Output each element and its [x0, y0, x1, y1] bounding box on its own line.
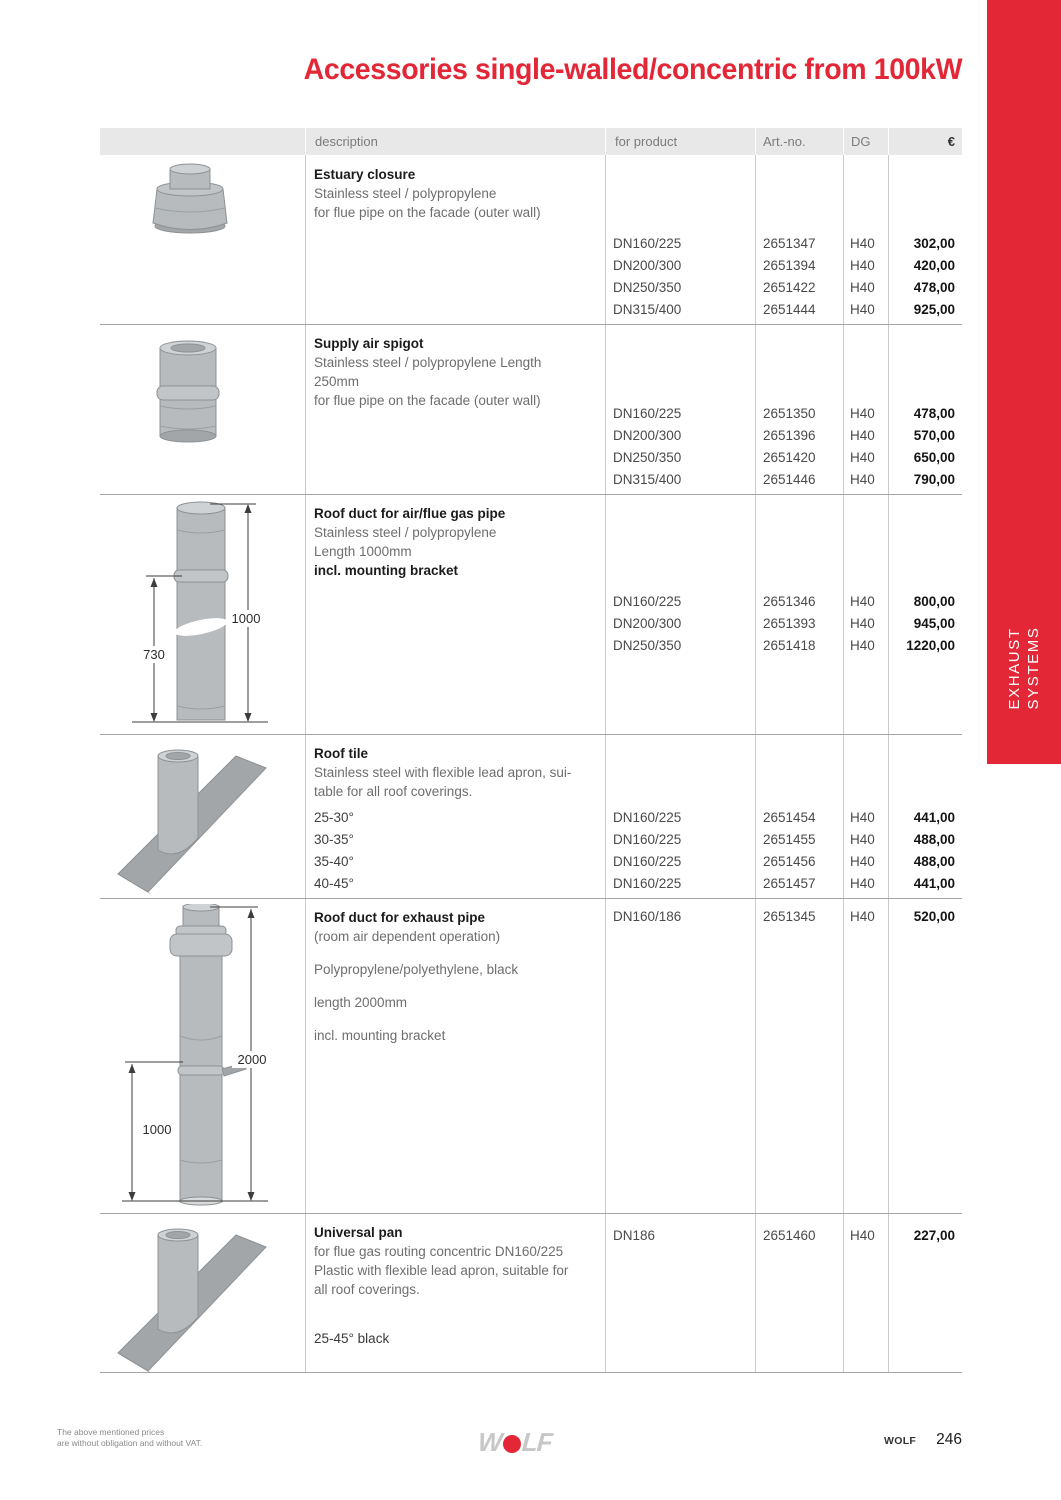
table-header-description: description	[306, 128, 605, 155]
variant-product: DN160/225	[613, 876, 682, 891]
variant-dg: H40	[850, 236, 875, 251]
variant-dg: H40	[850, 1228, 875, 1243]
product-desc-line: Stainless steel / polypropylene	[314, 525, 497, 540]
variant-price: 227,00	[913, 1228, 955, 1243]
variant-product: DN160/225	[613, 810, 682, 825]
product-name: Roof tile	[314, 746, 368, 761]
product-row-roof-duct-air-flue	[100, 494, 962, 734]
variant-list	[305, 807, 962, 895]
dimension-label-partial: 1000	[142, 1122, 172, 1137]
variant-artno: 2651394	[763, 258, 816, 273]
wolf-logo-letter-w: W	[476, 1427, 503, 1457]
variant-row	[305, 829, 962, 851]
product-name: Universal pan	[314, 1225, 403, 1240]
product-image-universal-pan	[114, 1221, 286, 1373]
variant-artno: 2651350	[763, 406, 816, 421]
variant-price: 800,00	[913, 594, 955, 609]
price-table	[100, 128, 962, 1373]
product-desc-line: 250mm	[314, 374, 360, 389]
variant-price: 1220,00	[906, 638, 955, 653]
variant-row	[305, 807, 962, 829]
variant-product: DN200/300	[613, 428, 682, 443]
product-desc-line-bold: incl. mounting bracket	[314, 563, 459, 578]
variant-row	[605, 277, 962, 299]
product-description	[314, 504, 606, 580]
product-desc-line: Stainless steel / polypropylene	[314, 186, 497, 201]
variant-row	[605, 403, 962, 425]
product-desc-line: for flue gas routing concentric DN160/225	[314, 1244, 564, 1259]
product-image-supply-air-spigot	[135, 336, 235, 448]
variant-row	[605, 591, 962, 613]
footer-note-line2: are without obligation and without VAT.	[57, 1438, 203, 1448]
variant-list	[605, 1225, 962, 1247]
product-desc-line: incl. mounting bracket	[314, 1028, 446, 1043]
variant-price: 488,00	[913, 832, 955, 847]
variant-product: DN160/225	[613, 854, 682, 869]
variant-dg: H40	[850, 472, 875, 487]
variant-dg: H40	[850, 909, 875, 924]
variant-dg: H40	[850, 428, 875, 443]
variant-dg: H40	[850, 616, 875, 631]
variant-list	[605, 591, 962, 657]
variant-angle-label: 25-30°	[314, 810, 354, 825]
product-description	[314, 908, 606, 1045]
variant-artno: 2651422	[763, 280, 816, 295]
table-header-art-no: Art.-no.	[756, 128, 843, 155]
product-desc-line: Stainless steel with flexible lead apron, sui-	[314, 765, 572, 780]
variant-dg: H40	[850, 280, 875, 295]
wolf-logo-dot	[503, 1435, 521, 1453]
variant-price: 488,00	[913, 854, 955, 869]
product-desc-line: Plastic with flexible lead apron, suitable for	[314, 1263, 569, 1278]
product-row-roof-duct-exhaust	[100, 898, 962, 1213]
variant-price: 520,00	[913, 909, 955, 924]
product-desc-line: 25-45° black	[314, 1331, 390, 1346]
product-desc-line: length 2000mm	[314, 995, 408, 1010]
variant-price: 478,00	[913, 406, 955, 421]
product-name: Estuary closure	[314, 167, 416, 182]
variant-price: 441,00	[913, 810, 955, 825]
variant-product: DN315/400	[613, 472, 682, 487]
variant-artno: 2651455	[763, 832, 816, 847]
variant-price: 790,00	[913, 472, 955, 487]
product-desc-line: for flue pipe on the facade (outer wall)	[314, 205, 541, 220]
product-description	[314, 744, 606, 801]
footer-note	[57, 1427, 202, 1449]
variant-artno: 2651396	[763, 428, 816, 443]
product-desc-line: all roof coverings.	[314, 1282, 420, 1297]
variant-artno: 2651460	[763, 1228, 816, 1243]
footer-brand: WOLF	[884, 1435, 917, 1447]
variant-product: DN160/186	[613, 909, 682, 924]
footer-right	[884, 1431, 962, 1449]
variant-product: DN160/225	[613, 594, 682, 609]
category-tab-line1: EXHAUST	[1006, 627, 1023, 710]
variant-price: 441,00	[913, 876, 955, 891]
product-image-roof-duct-exhaust	[110, 904, 280, 1206]
variant-dg: H40	[850, 832, 875, 847]
product-desc-line: Length 1000mm	[314, 544, 412, 559]
product-image-roof-tile	[114, 742, 286, 894]
category-tab	[987, 0, 1061, 764]
dimension-label-total: 1000	[231, 611, 261, 626]
variant-dg: H40	[850, 258, 875, 273]
variant-product: DN160/225	[613, 236, 682, 251]
variant-artno: 2651420	[763, 450, 816, 465]
product-desc-line: Stainless steel / polypropylene Length	[314, 355, 542, 370]
product-desc-line: table for all roof coverings.	[314, 784, 473, 799]
page-number: 246	[936, 1431, 962, 1448]
product-description	[314, 334, 606, 410]
category-tab-line2: SYSTEMS	[1025, 626, 1042, 710]
table-header-dg: DG	[844, 128, 888, 155]
variant-row	[605, 425, 962, 447]
variant-price: 945,00	[913, 616, 955, 631]
variant-price: 570,00	[913, 428, 955, 443]
variant-product: DN160/225	[613, 832, 682, 847]
variant-product: DN315/400	[613, 302, 682, 317]
dimension-label-total: 2000	[237, 1052, 267, 1067]
product-description	[314, 1223, 606, 1348]
variant-artno: 2651347	[763, 236, 816, 251]
variant-dg: H40	[850, 594, 875, 609]
variant-dg: H40	[850, 638, 875, 653]
product-name: Supply air spigot	[314, 336, 424, 351]
product-image-estuary-closure	[135, 163, 245, 238]
table-header-euro: €	[889, 128, 962, 155]
variant-artno: 2651454	[763, 810, 816, 825]
variant-angle-label: 35-40°	[314, 854, 354, 869]
page-title: Accessories single-walled/concentric from 100kW	[303, 53, 962, 86]
variant-row	[305, 851, 962, 873]
footer-note-line1: The above mentioned prices	[57, 1427, 165, 1437]
category-tab-label	[1005, 627, 1043, 710]
variant-price: 420,00	[913, 258, 955, 273]
variant-price: 302,00	[913, 236, 955, 251]
variant-list	[605, 906, 962, 928]
variant-dg: H40	[850, 302, 875, 317]
variant-row	[605, 635, 962, 657]
variant-list	[605, 403, 962, 491]
variant-row	[605, 299, 962, 321]
variant-dg: H40	[850, 854, 875, 869]
variant-dg: H40	[850, 450, 875, 465]
variant-row	[605, 469, 962, 491]
variant-artno: 2651346	[763, 594, 816, 609]
variant-artno: 2651418	[763, 638, 816, 653]
variant-dg: H40	[850, 810, 875, 825]
table-header-image	[100, 128, 305, 155]
variant-artno: 2651457	[763, 876, 816, 891]
variant-angle-label: 40-45°	[314, 876, 354, 891]
variant-product: DN250/350	[613, 450, 682, 465]
variant-angle-label: 30-35°	[314, 832, 354, 847]
product-desc-line: for flue pipe on the facade (outer wall)	[314, 393, 541, 408]
product-row-supply-air-spigot	[100, 324, 962, 494]
variant-row	[605, 1225, 962, 1247]
product-row-estuary-closure	[100, 155, 962, 324]
product-name: Roof duct for exhaust pipe	[314, 910, 486, 925]
variant-artno: 2651446	[763, 472, 816, 487]
product-description	[314, 165, 606, 222]
variant-row	[605, 255, 962, 277]
dimension-label-partial: 730	[143, 647, 165, 662]
product-row-universal-pan	[100, 1213, 962, 1373]
product-name: Roof duct for air/flue gas pipe	[314, 506, 506, 521]
variant-row	[605, 233, 962, 255]
variant-artno: 2651456	[763, 854, 816, 869]
variant-artno: 2651393	[763, 616, 816, 631]
product-image-roof-duct-air-flue	[110, 500, 280, 732]
product-desc-line: Polypropylene/polyethylene, black	[314, 962, 519, 977]
variant-dg: H40	[850, 406, 875, 421]
table-header-for-product: for product	[606, 128, 755, 155]
variant-artno: 2651444	[763, 302, 816, 317]
product-row-roof-tile	[100, 734, 962, 898]
variant-dg: H40	[850, 876, 875, 891]
variant-row	[605, 447, 962, 469]
variant-product: DN160/225	[613, 406, 682, 421]
variant-price: 925,00	[913, 302, 955, 317]
variant-price: 478,00	[913, 280, 955, 295]
wolf-logo	[478, 1427, 551, 1458]
variant-product: DN186	[613, 1228, 656, 1243]
variant-product: DN200/300	[613, 616, 682, 631]
product-desc-line: (room air dependent operation)	[314, 929, 501, 944]
variant-row	[605, 613, 962, 635]
variant-artno: 2651345	[763, 909, 816, 924]
variant-product: DN250/350	[613, 280, 682, 295]
variant-price: 650,00	[913, 450, 955, 465]
variant-row	[305, 873, 962, 895]
wolf-logo-letters-lf: LF	[520, 1427, 553, 1457]
variant-product: DN250/350	[613, 638, 682, 653]
variant-product: DN200/300	[613, 258, 682, 273]
variant-row	[605, 906, 962, 928]
variant-list	[605, 233, 962, 321]
